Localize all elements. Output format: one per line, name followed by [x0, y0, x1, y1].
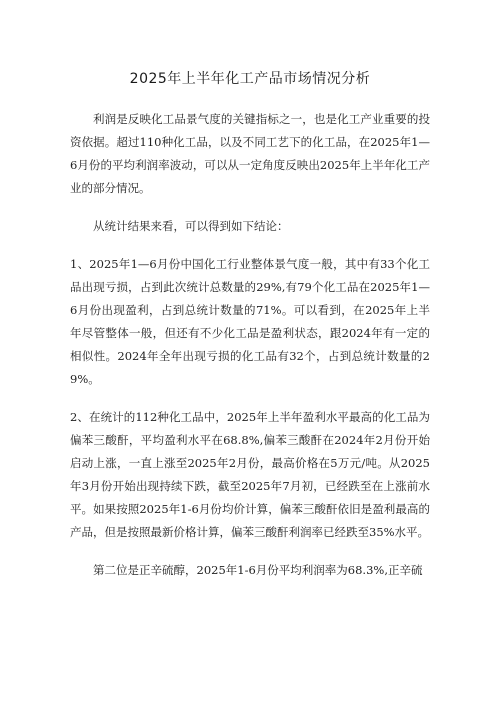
paragraph-intro: 利润是反映化工品景气度的关键指标之一，也是化工产业重要的投资依据。超过110种化工品，以及不同工艺下的化工品，在2025年1—6月份的平均利润率波动，可以从一定角度反映出2025年上半年化工产业的部分情况。 — [70, 112, 430, 195]
paragraph-conclusion-lead: 从统计结果来看，可以得到如下结论： — [93, 219, 289, 233]
paragraph-second-place: 第二位是正辛硫醇，2025年1-6月份平均利润率为68.3%,正辛硫 — [93, 563, 423, 577]
paragraph-point-1: 1、2025年1—6月份中国化工行业整体景气度一般，其中有33个化工品出现亏损，占到此次统计总数量的29%,有79个化工品在2025年1—6月份出现盈利，占到总统计数量的71%。可以看到，在2025年上半年尽管整体一般，但还有不少化工品是盈利状态，跟2024年有一定的相似性。2024年全年出现亏损的化工品有32个，占到总统计数量的29%。 — [70, 257, 430, 386]
paragraph-point-2: 2、在统计的112种化工品中，2025年上半年盈利水平最高的化工品为偏苯三酸酐，平均盈利水平在68.8%,偏苯三酸酐在2024年2月份开始启动上涨，一直上涨至2025年2月份，最高价格在5万元/吨。从2025年3月份开始出现持续下跌，截至2025年7月初，已经跌至在上涨前水平。如果按照2025年1-6月份均价计算，偏苯三酸酐依旧是盈利最高的产品，但是按照最新价格计算，偏苯三酸酐利润率已经跌至35%水平。 — [70, 410, 430, 539]
document-title: 2025年上半年化工产品市场情况分析 — [129, 71, 371, 87]
